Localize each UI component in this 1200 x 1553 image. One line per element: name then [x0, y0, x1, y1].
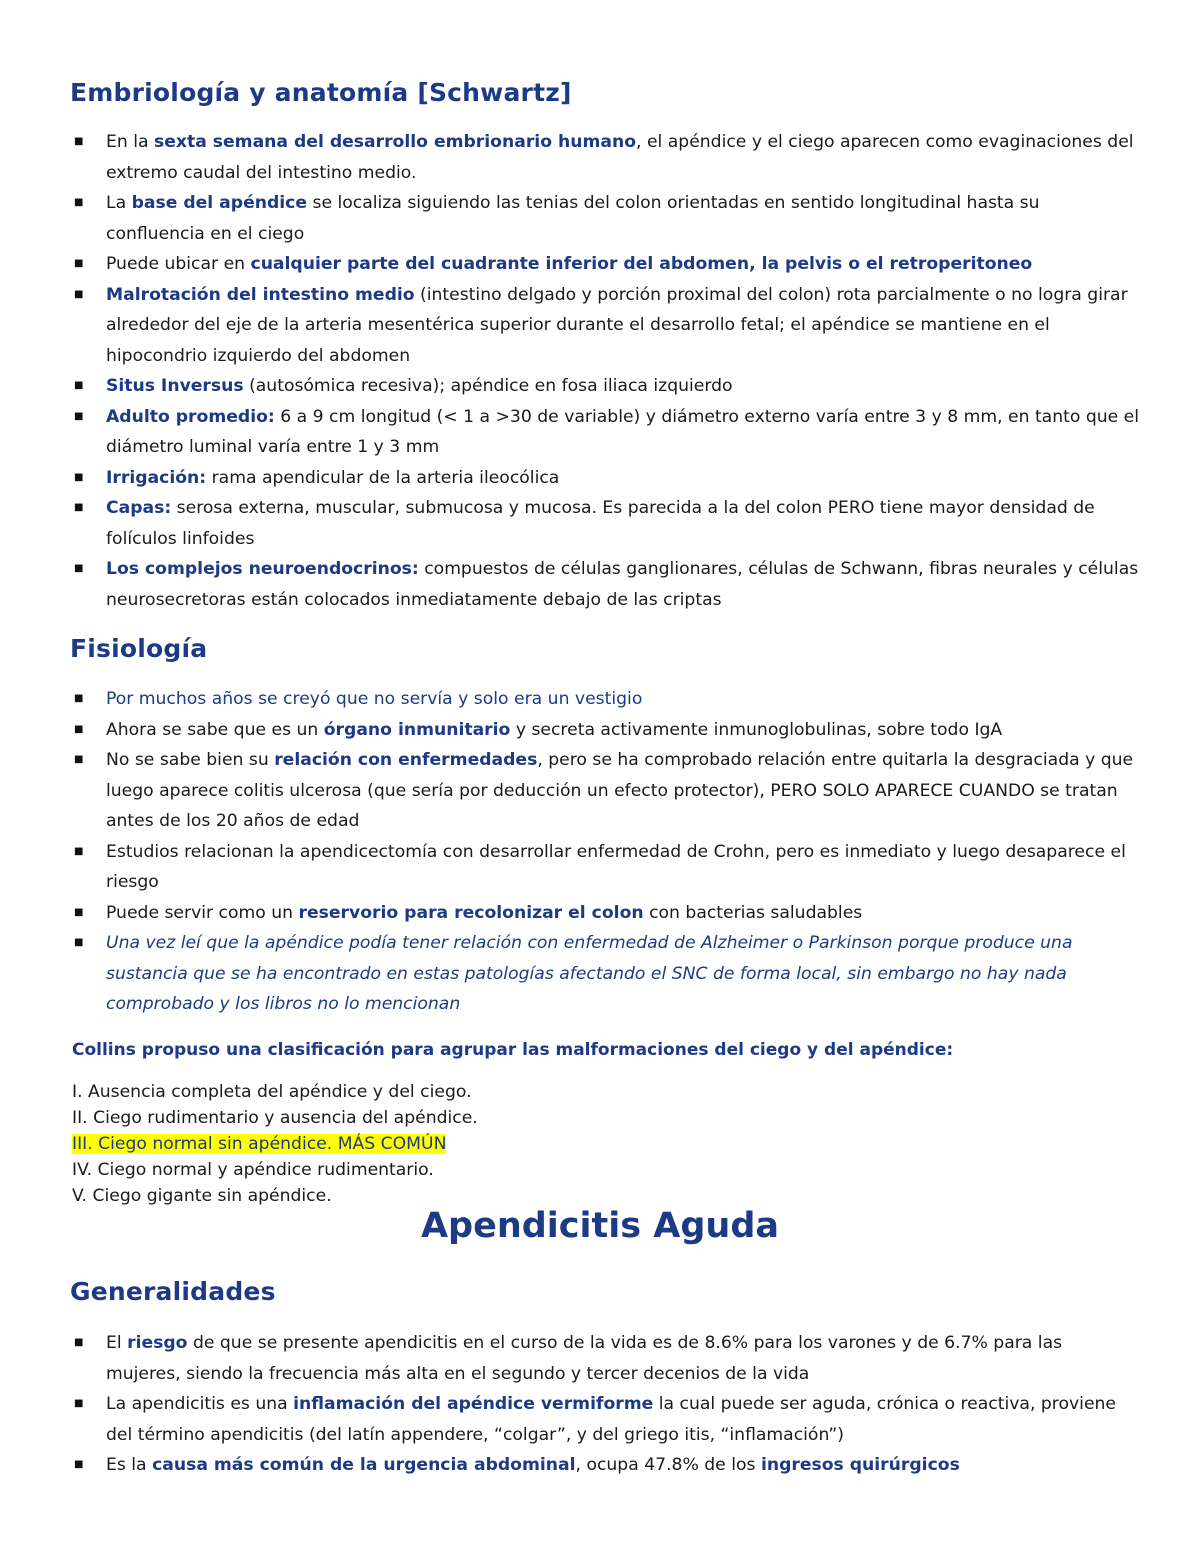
- list-item: ■ La base del apéndice se localiza siguiendo las tenias del colon orientadas en sentido longitudinal hasta su confluencia en el ciego: [72, 188, 1140, 249]
- list-item: ■ Ahora se sabe que es un órgano inmunitario y secreta activamente inmunoglobulinas, sobre todo IgA: [72, 715, 1140, 746]
- collins-block: [72, 1037, 1140, 1209]
- list-item: ■ Puede servir como un reservorio para recolonizar el colon con bacterias saludables: [72, 898, 1140, 929]
- square-bullet-icon: ■: [74, 410, 84, 422]
- collins-type-iv: IV. Ciego normal y apéndice rudimentario.: [72, 1160, 434, 1180]
- square-bullet-icon: ■: [74, 1398, 84, 1409]
- collins-type-ii: II. Ciego rudimentario y ausencia del apéndice.: [72, 1108, 478, 1128]
- square-bullet-icon: ■: [74, 1459, 84, 1470]
- square-bullet-icon: ■: [74, 1337, 84, 1348]
- collins-type-i: I. Ausencia completa del apéndice y del ciego.: [72, 1082, 472, 1102]
- embriologia-list: [72, 127, 1140, 615]
- list-item: ■ Situs Inversus (autosómica recesiva); apéndice en fosa iliaca izquierdo: [72, 371, 1140, 402]
- list-item: ■ Capas: serosa externa, muscular, submucosa y mucosa. Es parecida a la del colon PERO tiene mayor densidad de folículos linfoides: [72, 493, 1140, 554]
- list-item: ■ No se sabe bien su relación con enfermedades, pero se ha comprobado relación entre quitarla la desgraciada y que luego aparece colitis ulcerosa (que sería por deducción un efecto protector), PERO SOLO APARECE CUANDO se tratan antes de los 20 años de edad: [72, 745, 1140, 837]
- list-item: ■ Una vez leí que la apéndice podía tener relación con enfermedad de Alzheimer o Parkinson porque produce una sustancia que se ha encontrado en estas patologías afectando el SNC de forma local, sin embargo no hay nada comprobado y los libros no lo mencionan: [72, 928, 1140, 1020]
- square-bullet-icon: ■: [74, 906, 84, 918]
- list-item: ■ Adulto promedio: 6 a 9 cm longitud (< 1 a >30 de variable) y diámetro externo varía entre 3 y 8 mm, en tanto que el diámetro luminal varía entre 1 y 3 mm: [72, 402, 1140, 463]
- square-bullet-icon: ■: [74, 136, 84, 147]
- generalidades-list: [72, 1328, 1140, 1481]
- section-heading: Fisiología: [70, 634, 208, 663]
- square-bullet-icon: ■: [74, 563, 84, 574]
- collins-type-v: V. Ciego gigante sin apéndice.: [72, 1186, 332, 1206]
- collins-type-iii: III. Ciego normal sin apéndice. MÁS COMÚN: [72, 1134, 447, 1154]
- square-bullet-icon: ■: [74, 258, 84, 269]
- document-title-wrap: [0, 1206, 1200, 1246]
- fisiologia-list: [72, 684, 1140, 1020]
- list-item: ■ La apendicitis es una inflamación del apéndice vermiforme la cual puede ser aguda, crónica o reactiva, proviene del término apendicitis (del latín appendere, “colgar”, y del griego itis, “inflamación”): [72, 1389, 1140, 1450]
- square-bullet-icon: ■: [74, 380, 84, 391]
- square-bullet-icon: ■: [74, 502, 84, 513]
- square-bullet-icon: ■: [74, 723, 84, 735]
- list-item: ■ Los complejos neuroendocrinos: compuestos de células ganglionares, células de Schwann, fibras neurales y células neurosecretoras están colocados inmediatamente debajo de las criptas: [72, 554, 1140, 615]
- square-bullet-icon: ■: [74, 754, 84, 765]
- square-bullet-icon: ■: [74, 471, 84, 483]
- list-item: ■ Por muchos años se creyó que no servía y solo era un vestigio: [72, 684, 1140, 715]
- square-bullet-icon: ■: [74, 845, 84, 857]
- collins-heading: Collins propuso una clasificación para agrupar las malformaciones del ciego y del apéndice:: [72, 1040, 954, 1060]
- list-item: ■ Puede ubicar en cualquier parte del cuadrante inferior del abdomen, la pelvis o el retroperitoneo: [72, 249, 1140, 280]
- square-bullet-icon: ■: [74, 197, 84, 208]
- list-item: ■ El riesgo de que se presente apendicitis en el curso de la vida es de 8.6% para los varones y de 6.7% para las mujeres, siendo la frecuencia más alta en el segundo y tercer decenios de la vida: [72, 1328, 1140, 1389]
- list-item: ■ Irrigación: rama apendicular de la arteria ileocólica: [72, 463, 1140, 494]
- square-bullet-icon: ■: [74, 937, 84, 948]
- square-bullet-icon: ■: [74, 693, 84, 704]
- square-bullet-icon: ■: [74, 288, 84, 300]
- section-embriologia: [70, 78, 1130, 107]
- list-item: ■ Estudios relacionan la apendicectomía con desarrollar enfermedad de Crohn, pero es inmediato y luego desaparece el riesgo: [72, 837, 1140, 898]
- list-item: ■ En la sexta semana del desarrollo embrionario humano, el apéndice y el ciego aparecen como evaginaciones del extremo caudal del intestino medio.: [72, 127, 1140, 188]
- document-title: Apendicitis Aguda: [420, 1206, 780, 1246]
- section-fisiologia: [70, 634, 207, 663]
- section-heading: Generalidades: [70, 1277, 276, 1306]
- list-item: ■ Malrotación del intestino medio (intestino delgado y porción proximal del colon) rota parcialmente o no logra girar alrededor del eje de la arteria mesentérica superior durante el desarrollo fetal; el apéndice se mantiene en el hipocondrio izquierdo del abdomen: [72, 280, 1140, 372]
- section-generalidades: [70, 1277, 276, 1306]
- list-item: ■ Es la causa más común de la urgencia abdominal, ocupa 47.8% de los ingresos quirúrgicos: [72, 1450, 1140, 1481]
- section-heading: Embriología y anatomía [Schwartz]: [70, 78, 572, 107]
